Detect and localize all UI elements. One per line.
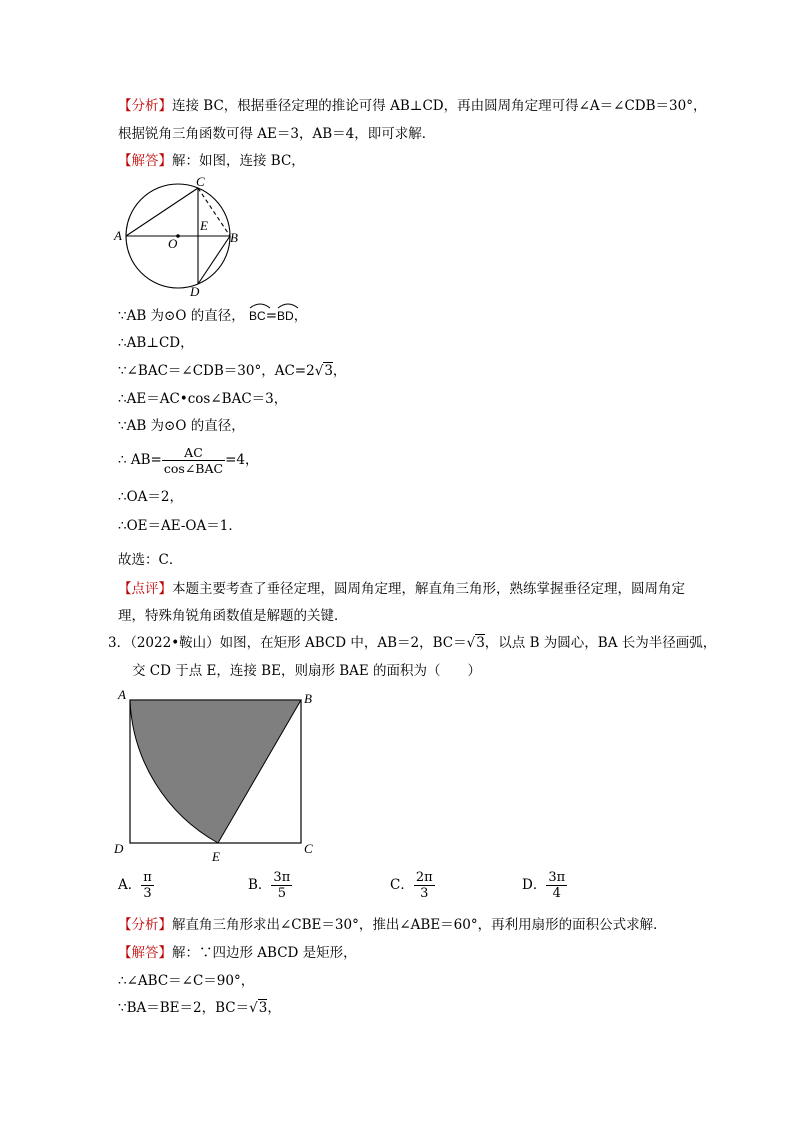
question-3-text-c: ，以点 B 为圆心，BA 长为半径画弧， xyxy=(484,635,717,651)
arc-equal: = xyxy=(265,308,278,324)
arc-bd xyxy=(277,306,294,326)
fig1-label-B: B xyxy=(230,230,238,245)
step-3-text: ∵∠BAC＝∠CDB＝30°，AC=2 xyxy=(118,363,315,379)
analysis-line-1 xyxy=(118,96,706,116)
rectangle-sector-figure xyxy=(110,685,325,865)
answer-2-step-3: ∵BA＝BE＝2，BC＝√3， xyxy=(118,1000,281,1016)
option-a-den: 3 xyxy=(143,886,152,901)
question-3-line-2: 交 CD 于点 E，连接 BE，则扇形 BAE 的面积为（ ） xyxy=(132,663,482,679)
step-1-end: ， xyxy=(293,308,308,324)
option-c-fraction xyxy=(414,870,435,901)
answer-text: 解：如图，连接 BC， xyxy=(172,153,305,169)
fig2-label-D: D xyxy=(114,841,124,856)
option-c-den: 3 xyxy=(420,886,429,901)
fig1-label-C: C xyxy=(196,174,205,189)
comment-line-1 xyxy=(118,579,685,599)
question-3-line-1: 3．（2022•鞍山）如图，在矩形 ABCD 中，AB＝2，BC＝√3，以点 B 为圆心，BA 长为半径画弧， xyxy=(108,635,717,651)
step-6-num: AC xyxy=(162,445,225,461)
step-6 xyxy=(118,442,258,478)
option-a-letter: A． xyxy=(118,877,142,893)
analysis-tag: 【分析】 xyxy=(118,98,172,114)
answer-2-line xyxy=(118,943,357,963)
step-2: ∴AB⊥CD， xyxy=(118,335,194,351)
option-a-fraction xyxy=(141,870,154,901)
arc-bc xyxy=(249,306,266,326)
analysis-text-2: 根据锐角三角函数可得 AE＝3，AB＝4，即可求解． xyxy=(118,126,436,142)
step-7: ∴OA＝2， xyxy=(118,489,183,505)
option-c-num: 2π xyxy=(415,870,433,885)
analysis-text-1: 连接 BC，根据垂径定理的推论可得 AB⊥CD，再由圆周角定理可得∠A＝∠CDB＝30°， xyxy=(172,98,707,114)
analysis-2-line xyxy=(118,915,667,935)
fig2-label-C: C xyxy=(304,841,313,856)
option-d[interactable] xyxy=(522,870,567,901)
step-6-fraction xyxy=(162,445,225,476)
arc-bc-text: BC xyxy=(249,309,266,323)
answer-2-step-2: ∴∠ABC＝∠C＝90°， xyxy=(118,973,255,989)
option-d-letter: D． xyxy=(522,877,547,893)
choice-line: 故选：C． xyxy=(118,552,183,568)
arc-bd-text: BD xyxy=(277,309,294,323)
fig1-label-E: E xyxy=(200,218,208,233)
answer-2-step-3-text: ∵BA＝BE＝2，BC＝ xyxy=(118,1000,250,1016)
step-8: ∴OE＝AE-OA＝1． xyxy=(118,518,242,534)
fig1-label-D: D xyxy=(190,284,200,299)
answer-2-tag: 【解答】 xyxy=(118,945,172,961)
question-3-sqrt: 3 xyxy=(476,635,485,651)
answer-line xyxy=(118,151,305,171)
fig2-label-E: E xyxy=(212,849,220,864)
step-3-end: ， xyxy=(332,363,347,379)
analysis-2-text: 解直角三角形求出∠CBE＝30°，推出∠ABE＝60°，再利用扇形的面积公式求解． xyxy=(172,917,667,933)
step-6-post: =4， xyxy=(225,452,259,468)
step-4: ∴AE＝AC•cos∠BAC＝3， xyxy=(118,391,288,407)
step-6-den: cos∠BAC xyxy=(163,461,224,476)
option-b-letter: B． xyxy=(248,877,272,893)
question-3-text-a: 3．（2022•鞍山）如图，在矩形 ABCD 中，AB＝2，BC＝ xyxy=(108,635,467,651)
fig2-label-B: B xyxy=(304,691,312,706)
fig1-label-A: A xyxy=(114,228,122,243)
option-c-letter: C． xyxy=(390,877,414,893)
answer-2-sqrt: 3 xyxy=(258,1000,268,1016)
step-1 xyxy=(118,306,307,326)
option-a-num: π xyxy=(143,870,152,885)
option-b[interactable] xyxy=(248,870,292,901)
option-b-den: 5 xyxy=(277,886,286,901)
option-d-den: 4 xyxy=(552,886,561,901)
option-a[interactable] xyxy=(118,870,154,901)
analysis-2-tag: 【分析】 xyxy=(118,917,172,933)
step-6-pre: ∴ AB= xyxy=(118,452,162,468)
option-d-fraction xyxy=(546,870,567,901)
answer-2-text: 解：∵四边形 ABCD 是矩形， xyxy=(172,945,357,961)
option-c[interactable] xyxy=(390,870,435,901)
comment-text-2: 理，特殊角锐角函数值是解题的关键． xyxy=(118,608,348,624)
answer-2-step-3-end: ， xyxy=(267,1000,281,1016)
comment-text-1: 本题主要考查了垂径定理，圆周角定理，解直角三角形，熟练掌握垂径定理，圆周角定 xyxy=(172,581,685,597)
fig2-label-A: A xyxy=(118,687,126,702)
option-d-num: 3π xyxy=(548,870,566,885)
comment-tag: 【点评】 xyxy=(118,581,172,597)
step-3: ∵∠BAC＝∠CDB＝30°，AC=2√3， xyxy=(118,363,347,379)
answer-tag: 【解答】 xyxy=(118,153,172,169)
step-5: ∵AB 为⊙O 的直径， xyxy=(118,418,245,434)
option-b-num: 3π xyxy=(273,870,291,885)
fig1-label-O: O xyxy=(168,236,178,251)
circle-figure xyxy=(110,172,250,300)
step-3-sqrt: 3 xyxy=(324,363,333,379)
option-b-fraction xyxy=(271,870,292,901)
step-1-text: ∵AB 为⊙O 的直径， xyxy=(118,308,245,324)
